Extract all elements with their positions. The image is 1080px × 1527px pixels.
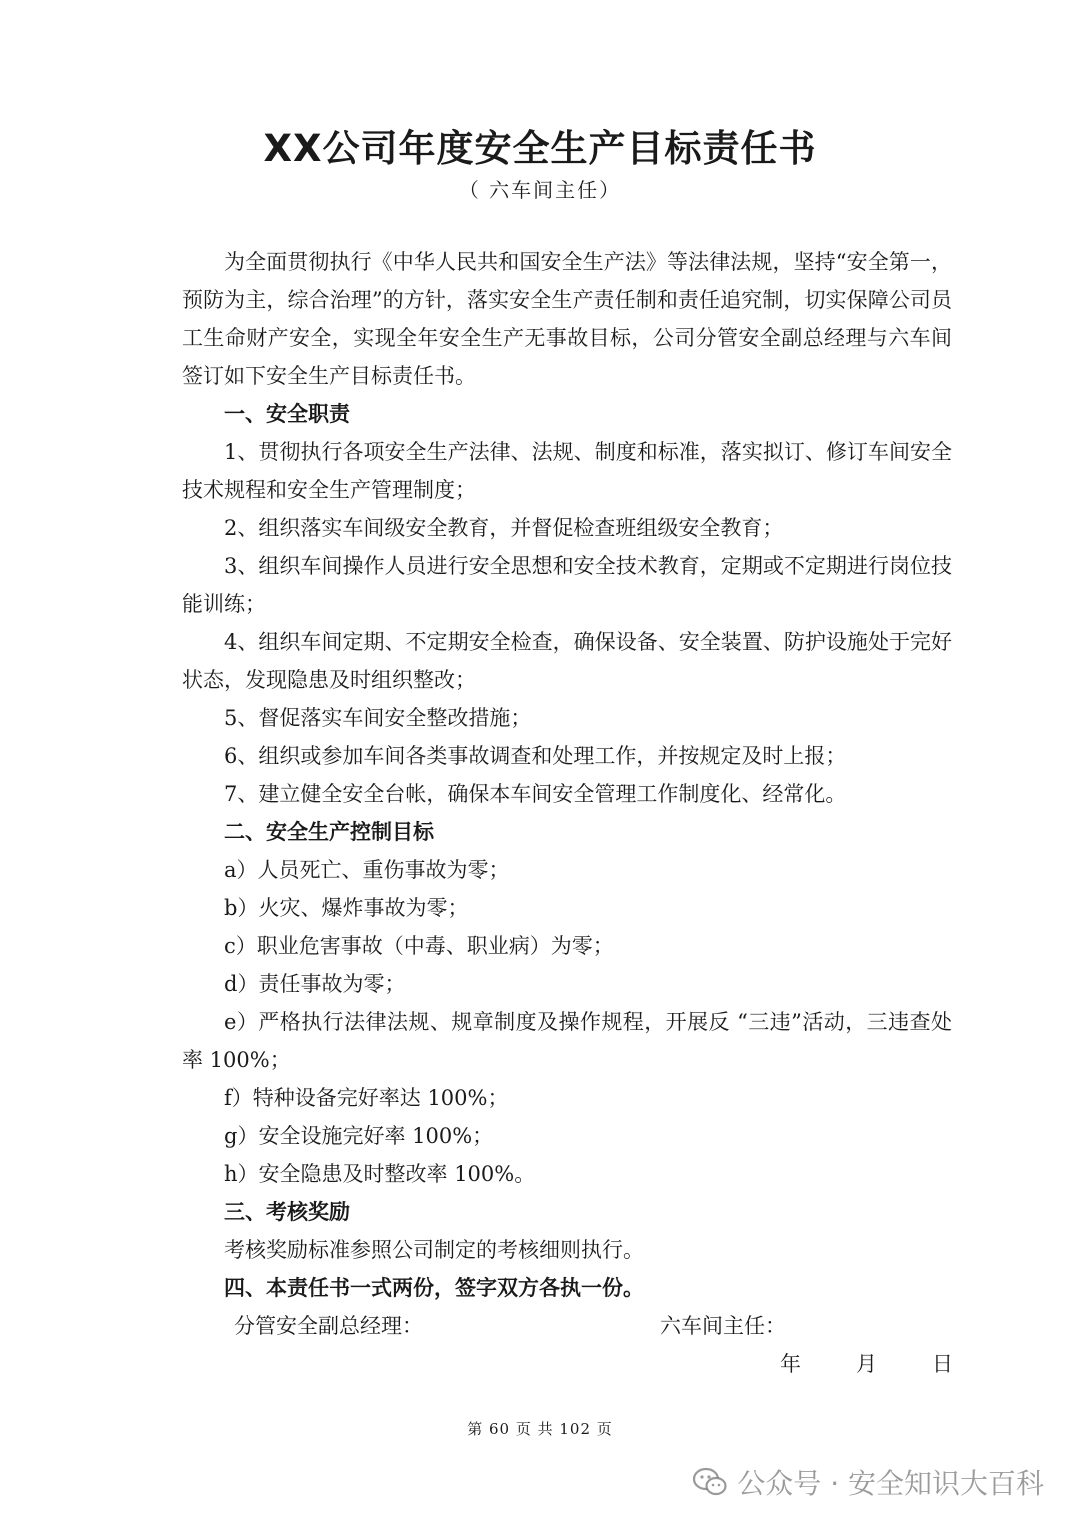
list-item: 2、组织落实车间级安全教育，并督促检查班组级安全教育；: [224, 516, 784, 540]
section-heading: 一、安全职责: [224, 401, 350, 426]
list-item: 5、督促落实车间安全整改措施；: [224, 706, 532, 730]
section-text: 考核奖励标准参照公司制定的考核细则执行。: [224, 1238, 644, 1262]
list-item: 4、组织车间定期、不定期安全检查，确保设备、安全装置、防护设施处于完好状态，发现隐患及时组织整改；: [182, 630, 952, 692]
date-year: 年: [780, 1352, 801, 1376]
list-item: c）职业危害事故（中毒、职业病）为零；: [224, 934, 614, 958]
signature-right-label: 六车间主任：: [660, 1314, 786, 1338]
signature-left-label: 分管安全副总经理：: [234, 1314, 423, 1338]
date-row: [182, 1345, 952, 1383]
list-item: f）特种设备完好率达 100%；: [224, 1086, 509, 1110]
wechat-icon: [693, 1467, 727, 1497]
document-body: [182, 243, 952, 1383]
list-item: 3、组织车间操作人员进行安全思想和安全技术教育，定期或不定期进行岗位技能训练；: [182, 554, 952, 616]
intro-paragraph: 为全面贯彻执行《中华人民共和国安全生产法》等法律法规，坚持“安全第一，预防为主，综合治理”的方针，落实安全生产责任制和责任追究制，切实保障公司员工生命财产安全，实现全年安全生产无事故目标，公司分管安全副总经理与六车间签订如下安全生产目标责任书。: [182, 250, 952, 388]
section-heading: 二、安全生产控制目标: [224, 819, 434, 844]
watermark: [693, 1462, 1044, 1502]
list-item: e）严格执行法律法规、规章制度及操作规程，开展反 “三违”活动，三违查处率 100%；: [182, 1010, 952, 1072]
document-subtitle: （ 六车间主任）: [458, 178, 622, 202]
document-title: XX公司年度安全生产目标责任书: [263, 127, 817, 170]
list-item: 7、建立健全安全台帐，确保本车间安全管理工作制度化、经常化。: [224, 782, 847, 806]
date-month: 月: [856, 1352, 877, 1376]
list-item: h）安全隐患及时整改率 100%。: [224, 1162, 536, 1186]
watermark-text: 公众号 · 安全知识大百科: [737, 1467, 1044, 1500]
section-heading: 三、考核奖励: [224, 1199, 350, 1224]
section-heading: 四、本责任书一式两份，签字双方各执一份。: [224, 1275, 644, 1300]
list-item: 1、贯彻执行各项安全生产法律、法规、制度和标准，落实拟订、修订车间安全技术规程和安全生产管理制度；: [182, 440, 952, 502]
page-footer: 第 60 页 共 102 页: [467, 1420, 613, 1438]
list-item: g）安全设施完好率 100%；: [224, 1124, 494, 1148]
list-item: 6、组织或参加车间各类事故调查和处理工作，并按规定及时上报；: [224, 744, 847, 768]
list-item: d）责任事故为零；: [224, 972, 406, 996]
signature-row: [182, 1307, 952, 1345]
list-item: a）人员死亡、重伤事故为零；: [224, 858, 510, 882]
list-item: b）火灾、爆炸事故为零；: [224, 896, 469, 920]
date-day: 日: [932, 1352, 953, 1376]
